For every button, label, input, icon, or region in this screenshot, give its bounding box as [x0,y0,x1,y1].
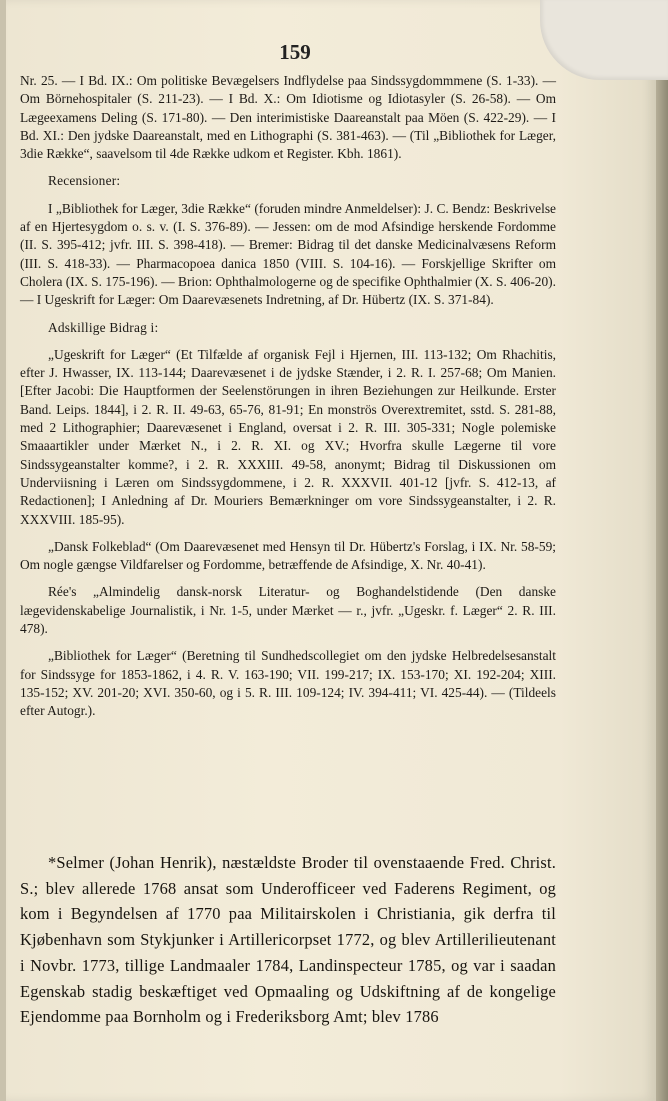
paragraph: Rée's „Almindelig dansk-norsk Literatur- og Boghandelstidende (Den danske lægevidenskabelige Journalistik, i Nr. 1-5, under Mærket — r., jvfr. „Ugeskr. f. Læger“ 2. R. III. 478). [20,584,556,637]
paragraph: „Bibliothek for Læger“ (Beretning til Sundhedscollegiet om den jydske Helbredelsesanstalt for Sindssyge for 1853-1862, i 4. R. V. 163-190; VII. 199-217; IX. 153-170; XI. 192-204; XIII. 135-152; XV. 201-20; XVI. 350-60, og i 5. R. III. 109-124; IV. 394-411; VI. 425-44). — (Tildeels efter Autogr.). [20,648,556,719]
biography-paragraph: *Selmer (Johan Henrik), næstældste Broder til ovenstaaende Fred. Christ. S.; blev allerede 1768 ansat som Underofficeer ved Faderens Regiment, og kom i Begyndelsen af 1770 paa Militairskolen i Christiania, gik derfra til Kjøbenhavn som Stykjunker i Artillericorpset 1772, og blev Artillerilieutenant i Novbr. 1773, tillige Landmaaler 1784, Landinspecteur 1785, og var i saadan Egenskab stadig beskæftiget ved Opmaaling og Udskiftning af de kongelige Ejendomme paa Bornholm og i Frederiksborg Amt; blev 1786 [20,853,556,1027]
page-number: 159 [279,40,311,64]
biography-entry [20,850,556,1030]
section-heading-recensioner: Recensioner: [48,173,121,189]
section-heading-bidrag: Adskillige Bidrag i: [48,319,159,335]
paragraph: I „Bibliothek for Læger, 3die Række“ (foruden mindre Anmeldelser): J. C. Bendz: Beskrivelse af en Hjertesygdom o. s. v. (I. S. 376-89). — Jessen: om de mod Afsindige herskende Fordomme (II. S. 395-412; jvfr. III. S. 398-418). — Bremer: Bidrag til det danske Medicinalvæsens Reform (III. S. 418-33). — Pharmacopoea danica 1850 (VIII. S. 104-16). — Forskjellige Skrifter om Cholera (IX. S. 175-196). — Brion: Ophthalmologerne og de specifike Ophthalmier (X. S. 406-20). — I Ugeskrift for Læger: Om Daarevæsenets Indretning, af Dr. Hübertz (IX. S. 371-84). [20,200,556,308]
paragraph: Nr. 25. — I Bd. IX.: Om politiske Bevægelsers Indflydelse paa Sindssygdommmene (S. 1-33). — Om Börnehospitaler (S. 211-23). — I Bd. X.: Om Idiotisme og Idiotasyler (S. 26-58). — Om Lægeexamens Deling (S. 171-80). — Den interimistiske Daareanstalt paa Möen (S. 422-29). — I Bd. XI.: Den jydske Daareanstalt, med en Lithographi (S. 381-463). — (Til „Bibliothek for Læger, 3die Række“, saavelsom til 4de Række udkom et Register. Kbh. 1861). [20,73,556,162]
paragraph: „Ugeskrift for Læger“ (Et Tilfælde af organisk Fejl i Hjernen, III. 113-132; Om Rhachitis, efter J. Hwasser, IX. 113-144; Daarevæsenet i de jydske Stænder, i 2. R. I. 257-68; Om Manien. [Efter Jacobi: Die Hauptformen der Seelenstörungen in ihren Beziehungen zur Heilkunde. Erster Band. Leips. 1844], i 2. R. II. 49-63, 65-76, 81-91; En monströs Overextremitet, sstd. S. 281-88, med 2 Lithographier; Daarevæsenet i England, oversat i 2. R. III. 305-331; Nogle polemiske Smaaartikler under Mærket N., i 2. R. XI. og XV.; Hvorfra skulle Lægerne til vore Sindssygeanstalter komme?, i 2. R. XXXIII. 49-58, anonymt; Bidrag til Diskussionen om Underviisning i Læren om Sindssygdommene, i 2. R. XXXVII. 401-12 [jvfr. S. 412-13, af Redactionen]; I Anledning af Dr. Mouriers Bemærkninger om vore Sindssygeanstalter, i 2. R. XXXVIII. 185-95). [20,346,556,527]
paragraph: „Dansk Folkeblad“ (Om Daarevæsenet med Hensyn til Dr. Hübertz's Forslag, i IX. Nr. 58-59; Om nogle gængse Vildfarelser og Fordomme, betræffende de Afsindige, X. Nr. 40-41). [20,538,556,573]
page-edge [656,0,668,1101]
bibliography-text [20,72,556,721]
